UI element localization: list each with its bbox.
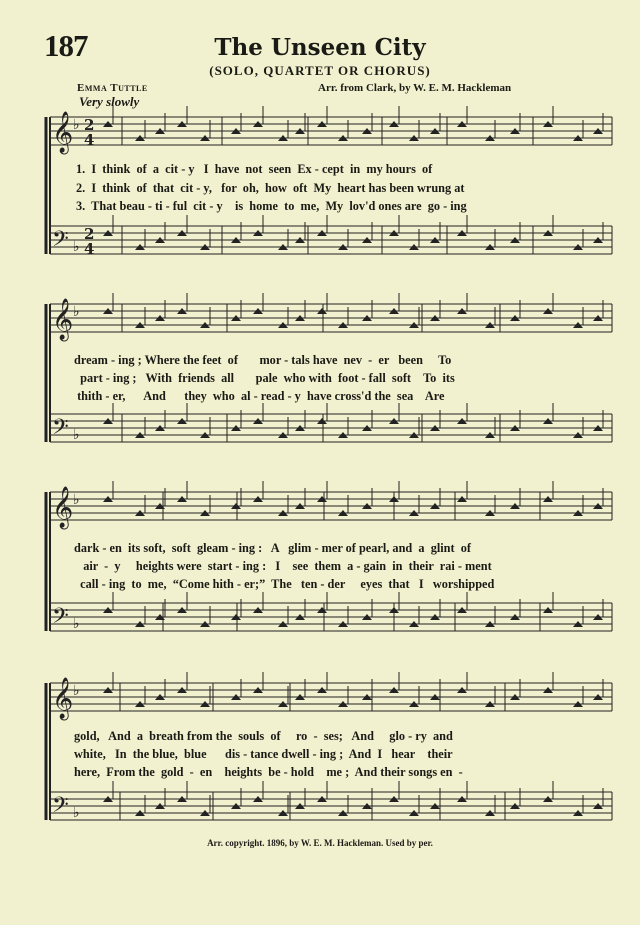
svg-text:♭: ♭ xyxy=(73,616,80,632)
bass-staff-2 xyxy=(50,414,612,442)
treble-clef-icon: 𝄞 xyxy=(52,112,74,153)
bass-staff-3 xyxy=(50,603,612,631)
svg-text:♭: ♭ xyxy=(73,304,80,320)
lyric-line: call - ing to me, “Come hith - er;” The ten - der eyes that I worshipped xyxy=(74,577,495,591)
lyric-line: gold, And a breath from the souls of ro - ses; And glo - ry and xyxy=(74,729,453,743)
svg-text:2: 2 xyxy=(84,116,95,134)
lyric-line: 2. I think of that cit - y, for oh, how oft My heart has been wrung at xyxy=(76,181,465,195)
treble-clef-icon: 𝄞 xyxy=(52,487,74,528)
lyric-line: dream - ing ; Where the feet of mor - tals have nev - er been To xyxy=(74,353,452,367)
bass-clef-icon: 𝄢 xyxy=(52,227,69,257)
lyric-author: Emma Tuttle xyxy=(77,82,148,94)
svg-text:♭: ♭ xyxy=(73,239,80,255)
treble-clef-icon: 𝄞 xyxy=(52,299,74,340)
arranger-credit: Arr. from Clark, by W. E. M. Hackleman xyxy=(318,82,512,94)
lyric-line: 3. That beau - ti - ful cit - y is home to me, My lov'd ones are go - ing xyxy=(76,199,467,213)
lyric-line: thith - er, And they who al - read - y have cross'd the sea Are xyxy=(74,389,445,403)
svg-text:♭: ♭ xyxy=(73,683,80,699)
copyright-notice: Arr. copyright. 1896, by W. E. M. Hackleman. Used by per. xyxy=(207,838,433,848)
tempo-marking: Very slowly xyxy=(79,94,140,109)
bass-staff-1 xyxy=(50,226,612,254)
lyric-line: here, From the gold - en heights be - hold me ; And their songs en - xyxy=(74,765,463,779)
lyric-line: air - y heights were start - ing : I see them a - gain in their rai - ment xyxy=(74,559,492,573)
svg-text:♭: ♭ xyxy=(73,492,80,508)
hymn-title: The Unseen City xyxy=(214,34,426,61)
treble-staff-4 xyxy=(50,683,612,711)
hymn-subtitle: (SOLO, QUARTET OR CHORUS) xyxy=(209,63,431,78)
bass-clef-icon: 𝄢 xyxy=(52,793,69,823)
svg-text:4: 4 xyxy=(84,131,95,149)
svg-text:4: 4 xyxy=(84,240,95,258)
svg-text:2: 2 xyxy=(84,225,95,243)
treble-staff-1 xyxy=(50,117,612,145)
svg-text:♭: ♭ xyxy=(73,117,80,133)
hymn-number: 187 xyxy=(44,28,88,63)
bass-staff-4 xyxy=(50,792,612,820)
bass-clef-icon: 𝄢 xyxy=(52,604,69,634)
treble-staff-3 xyxy=(50,492,612,520)
svg-text:♭: ♭ xyxy=(73,805,80,821)
bass-clef-icon: 𝄢 xyxy=(52,415,69,445)
lyric-line: 1. I think of a cit - y I have not seen Ex - cept in my hours of xyxy=(76,162,433,176)
lyric-line: dark - en its soft, soft gleam - ing : A glim - mer of pearl, and a glint of xyxy=(74,541,472,555)
svg-text:♭: ♭ xyxy=(73,427,80,443)
lyric-line: part - ing ; With friends all pale who with foot - fall soft To its xyxy=(74,371,455,385)
lyric-line: white, In the blue, blue dis - tance dwell - ing ; And I hear their xyxy=(74,747,453,761)
treble-staff-2 xyxy=(50,304,612,332)
treble-clef-icon: 𝄞 xyxy=(52,678,74,719)
